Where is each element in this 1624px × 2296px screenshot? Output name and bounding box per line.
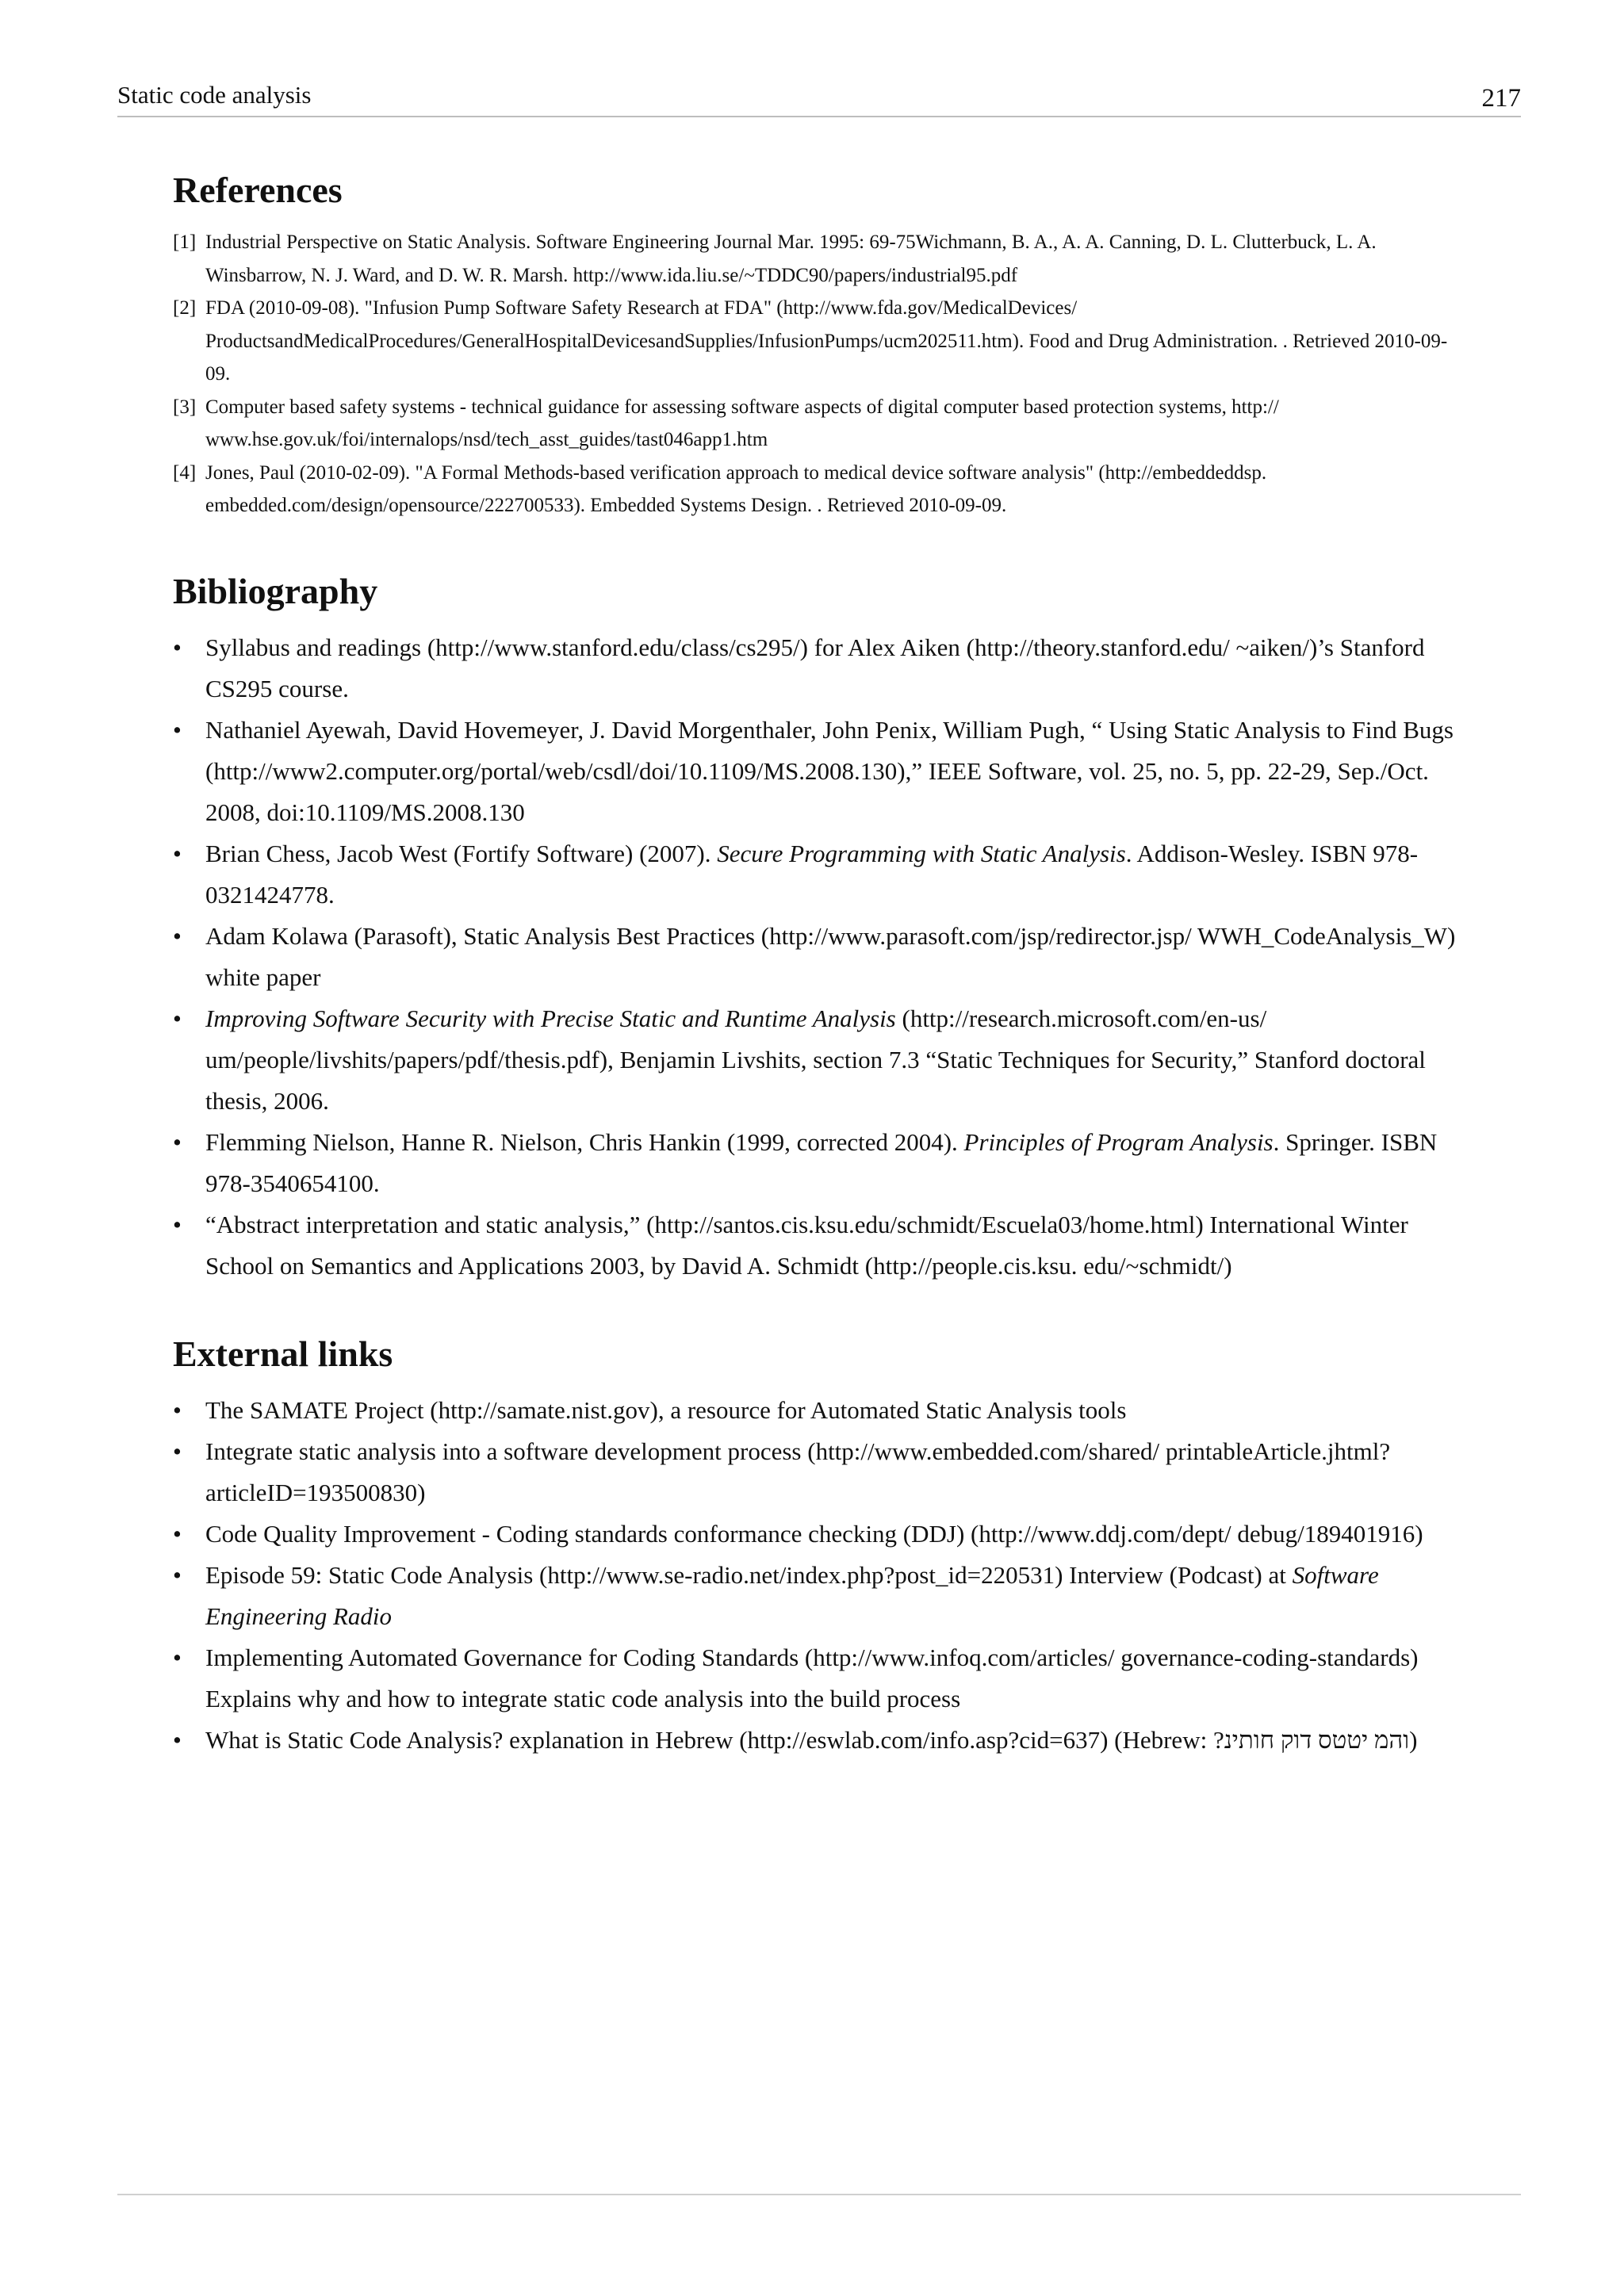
bibliography-heading: Bibliography [173, 570, 378, 611]
item-text: Syllabus and readings (http://www.stanford.edu/class/cs295/) for Alex Aiken (http://theory.stanford.edu/ ~aiken/)’s Stanford CS295 course. [205, 633, 1425, 702]
bullet-icon: • [173, 1210, 182, 1238]
item-text: Flemming Nielson, Hanne R. Nielson, Chris Hankin (1999, corrected 2004). [205, 1127, 964, 1156]
bullet-icon: • [173, 1437, 182, 1465]
book-title: Principles of Program Analysis [963, 1127, 1274, 1156]
bibliography-list [173, 627, 1465, 1287]
item-text: Code Quality Improvement - Coding standards conformance checking (DDJ) (http://www.ddj.com/dept/ debug/189401916) [205, 1519, 1423, 1548]
bullet-icon: • [173, 1519, 182, 1548]
item-text: Episode 59: Static Code Analysis (http://www.se-radio.net/index.php?post_id=220531) Interview (Podcast) at [205, 1560, 1293, 1589]
bullet-icon: • [173, 1560, 182, 1589]
program-title: Software Engineering Radio [205, 1560, 1379, 1630]
page-number: 217 [1481, 84, 1521, 113]
item-text: Nathaniel Ayewah, David Hovemeyer, J. David Morgenthaler, John Penix, William Pugh, “ Using Static Analysis to Find Bugs (http://www2.computer.org/portal/web/csdl/doi/10.1109/MS.2008.130),” IEEE Software, vol. 25, no. 5, pp. 22-29, Sep./Oct. 2008, doi:10.1109/MS.2008.130 [205, 715, 1454, 826]
bullet-icon: • [173, 921, 182, 950]
bullet-icon: • [173, 1725, 182, 1754]
external-link-item[interactable] [173, 1513, 1465, 1555]
item-text-tail: (http://research.microsoft.com/en-us/ um/people/livshits/papers/pdf/thesis.pdf), Benjamin Livshits, section 7.3 “Static Techniques for Security,” Stanford doctoral thesis, 2006. [205, 1004, 1426, 1115]
reference-item [173, 391, 1465, 457]
page-content [173, 163, 1465, 1761]
bullet-icon: • [173, 1643, 182, 1671]
bullet-icon: • [173, 1395, 182, 1424]
bibliography-item[interactable] [173, 916, 1465, 998]
page-header [117, 76, 1521, 117]
footer-rule [117, 2194, 1521, 2195]
thesis-title: Improving Software Security with Precise Static and Runtime Analysis [205, 1004, 896, 1032]
reference-text[interactable]: Industrial Perspective on Static Analysis. Software Engineering Journal Mar. 1995: 69-75Wichmann, B. A., A. A. Canning, D. L. Clutterbuck, L. A. Winsbarrow, N. J. Ward, and D. W. R. Marsh. http://www.ida.liu.se/~TDDC90/papers/industrial95.pdf [205, 232, 1377, 286]
reference-item [173, 457, 1465, 522]
external-link-item[interactable] [173, 1720, 1465, 1761]
bullet-icon: • [173, 1004, 182, 1032]
bullet-icon: • [173, 1127, 182, 1156]
external-links-list [173, 1390, 1465, 1761]
running-title: Static code analysis [117, 81, 312, 109]
external-link-item[interactable] [173, 1637, 1465, 1720]
bullet-icon: • [173, 715, 182, 744]
bibliography-item[interactable] [173, 1122, 1465, 1204]
reference-number: [3] [173, 396, 197, 418]
item-text: “Abstract interpretation and static analysis,” (http://santos.cis.ksu.edu/schmidt/Escuela03/home.html) International Winter School on Semantics and Applications 2003, by David A. Schmidt (http://people.cis.ksu. edu/~schmidt/) [205, 1210, 1408, 1280]
item-text: Integrate static analysis into a software development process (http://www.embedded.com/shared/ printableArticle.jhtml?articleID=193500830) [205, 1437, 1391, 1506]
item-text: Brian Chess, Jacob West (Fortify Software) (2007). [205, 839, 718, 867]
bibliography-item[interactable] [173, 1204, 1465, 1287]
book-title: Secure Programming with Static Analysis [717, 839, 1126, 867]
bibliography-item[interactable] [173, 833, 1465, 916]
item-text: Adam Kolawa (Parasoft), Static Analysis Best Practices (http://www.parasoft.com/jsp/redirector.jsp/ WWH_CodeAnalysis_W) white paper [205, 921, 1456, 991]
external-links-heading: External links [173, 1333, 393, 1374]
bullet-icon: • [173, 839, 182, 867]
reference-text[interactable]: FDA (2010-09-08). "Infusion Pump Software Safety Research at FDA" (http://www.fda.gov/MedicalDevices/ ProductsandMedicalProcedures/GeneralHospitalDevicesandSupplies/InfusionPumps/ucm202511.htm). Food and Drug Administration. . Retrieved 2010-09-09. [205, 297, 1448, 385]
external-link-item[interactable] [173, 1431, 1465, 1513]
references-heading: References [173, 170, 343, 210]
item-text: Implementing Automated Governance for Coding Standards (http://www.infoq.com/articles/ governance-coding-standards) Explains why and how to integrate static code analysis into the build process [205, 1643, 1419, 1712]
reference-number: [1] [173, 232, 197, 253]
item-text: The SAMATE Project (http://samate.nist.gov), a resource for Automated Static Analysis tools [205, 1395, 1127, 1424]
item-text: What is Static Code Analysis? explanation in Hebrew (http://eswlab.com/info.asp?cid=637) (Hebrew: ?והמ יטטס דוק חותינ) [205, 1725, 1418, 1754]
item-text-tail: . Springer. ISBN 978-3540654100. [205, 1127, 1438, 1197]
external-link-item[interactable] [173, 1390, 1465, 1431]
reference-item [173, 292, 1465, 391]
item-text-tail: . Addison-Wesley. ISBN 978-0321424778. [205, 839, 1419, 909]
reference-number: [2] [173, 297, 197, 319]
reference-number: [4] [173, 461, 197, 484]
bibliography-item[interactable] [173, 998, 1465, 1122]
reference-item [173, 226, 1465, 292]
reference-text[interactable]: Jones, Paul (2010-02-09). "A Formal Methods-based verification approach to medical device software analysis" (http://embeddeddsp. embedded.com/design/opensource/222700533). Embedded Systems Design. . Retrieved 2010-09-09. [205, 461, 1267, 516]
reference-text[interactable]: Computer based safety systems - technical guidance for assessing software aspects of digital computer based protection systems, http:// www.hse.gov.uk/foi/internalops/nsd/tech_asst_guides/tast046app1.htm [205, 396, 1279, 450]
bibliography-item[interactable] [173, 627, 1465, 710]
bullet-icon: • [173, 633, 182, 661]
bibliography-item[interactable] [173, 710, 1465, 833]
external-link-item[interactable] [173, 1555, 1465, 1637]
references-list [173, 226, 1465, 522]
